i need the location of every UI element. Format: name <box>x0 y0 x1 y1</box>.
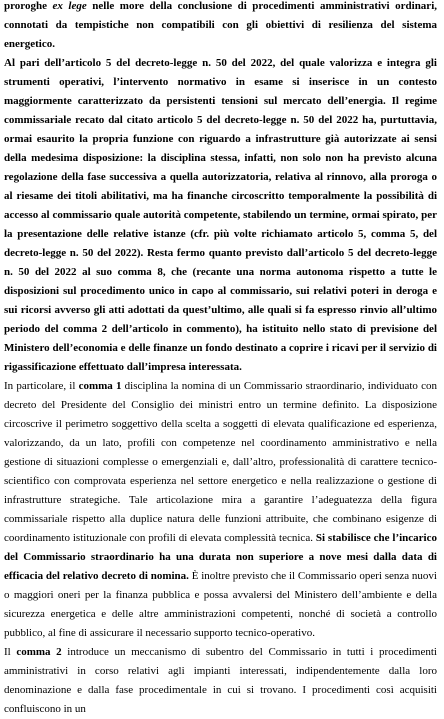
text-run: proroghe <box>4 0 53 12</box>
text-run-italic: ex lege <box>52 0 87 12</box>
paragraph-comma-2 <box>4 643 437 719</box>
text-run: Il <box>4 646 17 658</box>
text-run: introduce un meccanismo di subentro del Commissario in tutti i procedimenti amministrativi in corso relativi agli impianti interessati, indipendentemente dalla loro denominazione e dalla fase procedimentale in cui si trovano. I procedimenti così acquisiti confluiscono in un <box>4 646 437 715</box>
text-run-bold: comma 1 <box>78 380 122 392</box>
text-run: disciplina la nomina di un Commissario straordinario, individuato con decreto del Presidente del Consiglio dei ministri entro un termine definito. La disposizione circoscrive il perimetro soggettivo della scelta a soggetti di elevata qualificazione ed esperienza, valorizzando, da un lato, profili con competenze nel coordinamento amministrativo e nella gestione di situazioni complesse o emergenziali e, dall’altro, professionalità di carattere tecnico-scientifico con comprovata esperienza nel settore energetico e nella realizzazione o gestione di infrastrutture strategiche. Tale articolazione mira a garantire l’adeguatezza della figura commissariale rispetto alla duplice natura delle funzioni attribuite, che combinano esigenze di coordinamento istituzionale con profili di elevata complessità tecnica. <box>4 380 437 544</box>
text-run: nelle more della conclusione di procedimenti amministrativi ordinari, connotati da tempistiche non compatibili con gli obiettivi di resilienza del sistema energetico. <box>4 0 437 50</box>
paragraph-commissarial-regime: Al pari dell’articolo 5 del decreto-legge n. 50 del 2022, del quale valorizza e integra gli strumenti operativi, l’intervento normativo in esame si inserisce in un contesto maggiormente caratterizzato da persistenti tensioni sul mercato dell’energia. Il regime commissariale recato dal citato articolo 5 del decreto-legge n. 50 del 2022 ha, purtuttavia, ormai esaurito la propria funzione con riguardo a infrastrutture già autorizzate ai sensi della medesima disposizione: la disciplina stessa, infatti, non solo non ha previsto alcuna regolazione della fase successiva a quella autorizzatoria, relativa al rinnovo, alla proroga o al riesame dei titoli abilitativi, ma ha finanche circoscritto temporalmente la possibilità di accesso al commissario quale autorità competente, stabilendo un termine, ormai spirato, per la presentazione delle relative istanze (cfr. più volte richiamato articolo 5, comma 5, del decreto-legge n. 50 del 2022). Resta fermo quanto previsto dall’articolo 5 del decreto-legge n. 50 del 2022 al suo comma 8, che (recante una norma autonoma rispetto a tutte le disposizioni sul procedimento unico in capo al commissario, sui relativi poteri in deroga e sui ricorsi avverso gli atti adottati da quest’ultimo, alle quali si fa espresso rinvio all’ultimo periodo del comma 2 dell’articolo in commento), ha istituito nello stato di previsione del Ministero dell’economia e delle finanze un fondo destinato a coprire i ricavi per il servizio di rigassificazione effettuato dall’impresa interessata. <box>4 57 437 373</box>
text-run: In particolare, il <box>4 380 79 392</box>
text-run: È inoltre previsto che il Commissario operi senza nuovi o maggiori oneri per la finanza pubblica e possa avvalersi del Ministero dell’ambiente e della sicurezza energetica e delle altre amministrazioni competenti, nonché di società a controllo pubblico, al fine di assicurare il necessario supporto tecnico-operativo. <box>4 570 437 639</box>
text-run-bold: Si stabilisce che l’incarico del Commissario straordinario ha una durata non superiore a nove mesi dalla data di efficacia del relativo decreto di nomina. <box>4 532 437 582</box>
paragraph-intro-continuation <box>4 0 437 54</box>
text-run-bold: comma 2 <box>16 646 62 658</box>
paragraph-comma-1 <box>4 377 437 643</box>
